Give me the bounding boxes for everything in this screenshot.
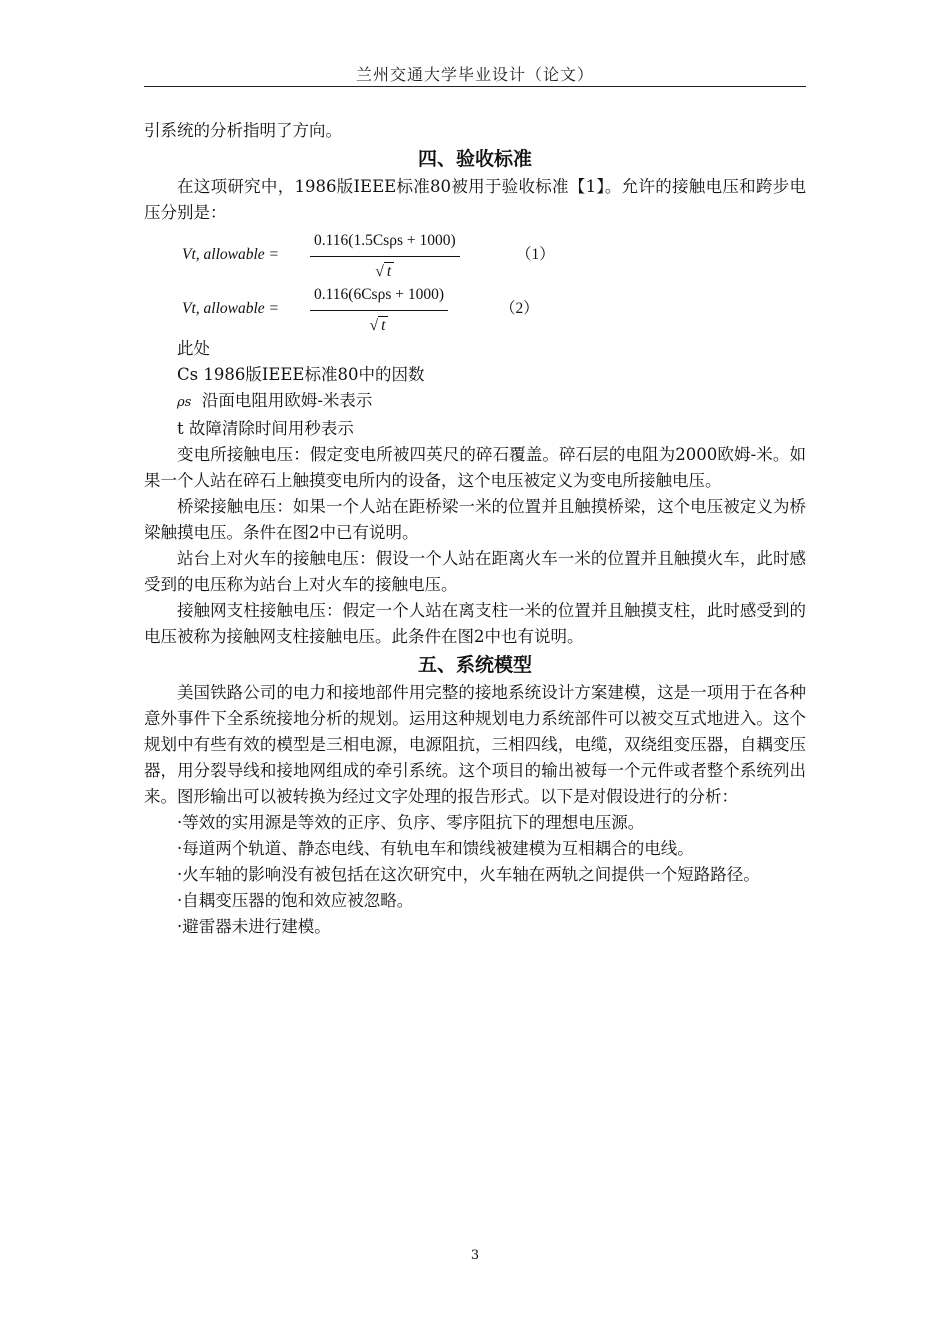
intro-continuation: 引系统的分析指明了方向。 <box>144 121 342 140</box>
eq2-denominator: √ t <box>310 311 448 339</box>
bullet-item: ·等效的实用源是等效的正序、负序、零序阻抗下的理想电压源。 <box>177 813 645 832</box>
eq1-fraction <box>310 228 460 285</box>
section4-heading: 四、验收标准 <box>417 148 532 170</box>
page-content <box>144 118 806 940</box>
def-cs: Cs 1986版IEEE标准80中的因数 <box>177 365 425 384</box>
eq2-numerator: 0.116(6Csρs + 1000) <box>310 282 448 311</box>
def-t: t 故障清除时间用秒表示 <box>177 419 354 438</box>
section5-heading: 五、系统模型 <box>417 654 532 676</box>
bullet-item: ·避雷器未进行建模。 <box>177 917 331 936</box>
eq1-radicand: t <box>384 262 394 280</box>
eq2-lhs: Vt, allowable = <box>182 300 279 317</box>
section5-para1: 美国铁路公司的电力和接地部件用完整的接地系统设计方案建模，这是一项用于在各种意外事件下全系统接地分析的规划。运用这种规划电力系统部件可以被交互式地进入。这个规划中有些有效的模型是三相电源，电源阻抗，三相四线，电缆，双绕组变压器，自耦变压器，用分裂导线和接地网组成的牵引系统。这个项目的输出被每一个元件或者整个系统列出来。图形输出可以被转换为经过文字处理的报告形式。以下是对假设进行的分析： <box>144 683 806 806</box>
eq2-fraction <box>310 282 448 339</box>
def-rho-text: 沿面电阻用欧姆-米表示 <box>201 391 373 410</box>
bullet-item: ·火车轴的影响没有被包括在这次研究中，火车轴在两轨之间提供一个短路路径。 <box>177 865 760 884</box>
section4-para1: 在这项研究中，1986版IEEE标准80被用于验收标准【1】。允许的接触电压和跨步电压分别是： <box>144 177 806 222</box>
eq1-numerator: 0.116(1.5Csρs + 1000) <box>310 228 460 257</box>
para-bridge: 桥梁接触电压：如果一个人站在距桥梁一米的位置并且触摸桥梁，这个电压被定义为桥梁触摸电压。条件在图2中已有说明。 <box>144 497 806 542</box>
equation-1 <box>182 228 806 282</box>
eq1-denominator: √ t <box>310 257 460 285</box>
page-header-title: 兰州交通大学毕业设计（论文） <box>355 65 594 84</box>
bullet-item: ·自耦变压器的饱和效应被忽略。 <box>177 891 414 910</box>
def-rho <box>144 388 806 416</box>
page-number: 3 <box>470 1248 480 1263</box>
header-rule <box>144 86 806 87</box>
para-substation: 变电所接触电压：假定变电所被四英尺的碎石覆盖。碎石层的电阻为2000欧姆-米。如果一个人站在碎石上触摸变电所内的设备，这个电压被定义为变电所接触电压。 <box>144 445 806 490</box>
eq1-tag: （1） <box>516 246 555 263</box>
para-platform: 站台上对火车的接触电压：假设一个人站在距离火车一米的位置并且触摸火车，此时感受到的电压称为站台上对火车的接触电压。 <box>144 549 806 594</box>
rho-symbol: ρs <box>177 395 192 410</box>
equation-2 <box>182 282 806 336</box>
eq2-radicand: t <box>378 316 388 334</box>
bullet-item: ·每道两个轨道、静态电线、有轨电车和馈线被建模为互相耦合的电线。 <box>177 839 694 858</box>
where-label: 此处 <box>177 339 210 358</box>
eq2-tag: （2） <box>500 300 539 317</box>
para-pole: 接触网支柱接触电压：假定一个人站在离支柱一米的位置并且触摸支柱，此时感受到的电压被称为接触网支柱接触电压。此条件在图2中也有说明。 <box>144 601 806 646</box>
eq1-lhs: Vt, allowable = <box>182 246 279 263</box>
